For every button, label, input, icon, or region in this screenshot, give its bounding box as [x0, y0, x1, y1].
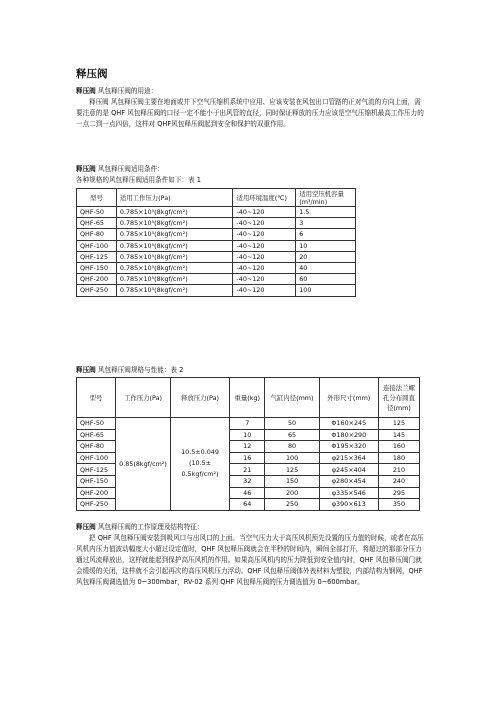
table-cell: 350: [378, 499, 419, 511]
section-specs: [76, 365, 426, 376]
table-header-cell: 重量(kg): [230, 378, 265, 418]
table-header-cell: 适用工作压力(Pa): [116, 189, 233, 207]
table-cell: 20: [296, 251, 356, 262]
table-cell: 0.785×10⁵(8kgf/cm²): [116, 229, 233, 240]
section-heading-specs: [76, 365, 426, 376]
table-cell: 0.785×10⁵(8kgf/cm²): [116, 207, 233, 218]
table-cell: 145: [378, 429, 419, 441]
table-cell: QHF-125: [77, 251, 117, 262]
table-header-cell: 连接法兰螺孔分布圆直径(mm): [378, 378, 419, 418]
table-cell: 6: [296, 229, 356, 240]
table1-caption: 各种规格的风包释压阀适用条件如下：表 1: [76, 176, 201, 184]
table-header-cell: 型号: [77, 378, 116, 418]
table-row: [77, 262, 356, 273]
table-cell: QHF-65: [77, 218, 117, 229]
table-cell: 7: [230, 418, 265, 430]
table-cell: 125: [378, 418, 419, 430]
table-cell: 0.785×10⁵(8kgf/cm²): [116, 285, 233, 296]
section-conditions: [76, 164, 426, 186]
table-cell: -40~120: [233, 251, 296, 262]
specs-table: [76, 377, 420, 511]
table-cell: QHF-100: [77, 240, 117, 251]
table-cell: 295: [378, 487, 419, 499]
table-cell: 250: [265, 499, 319, 511]
heading-text: 风包释压阀适用条件：: [95, 165, 164, 173]
table-row: [77, 285, 356, 296]
table-header-cell: 外形尺寸(mm): [319, 378, 378, 418]
table-cell: 100: [296, 285, 356, 296]
table-cell: 210: [378, 464, 419, 476]
table-cell: Φ160×245: [319, 418, 378, 430]
heading-bold: 释压阀: [76, 523, 96, 531]
section-principle: [76, 522, 426, 588]
table-cell: 16: [230, 452, 265, 464]
table-cell: QHF-50: [77, 207, 117, 218]
table-cell: QHF-200: [77, 274, 117, 285]
table-cell: QHF-150: [77, 475, 116, 487]
table-cell: QHF-250: [77, 285, 117, 296]
table-cell: QHF-80: [77, 229, 117, 240]
table-cell: 40: [296, 262, 356, 273]
table-cell: 80: [265, 441, 319, 453]
release-pressure-line: (10.5±: [188, 459, 212, 468]
table-cell: QHF-125: [77, 464, 116, 476]
table-row: [77, 218, 356, 229]
table-cell: 46: [230, 487, 265, 499]
release-pressure-cell: [170, 418, 229, 511]
table-cell: 180: [378, 452, 419, 464]
section-usage: [76, 86, 426, 130]
section-heading-conditions: [76, 164, 426, 175]
table-cell: -40~120: [233, 218, 296, 229]
table-header-cell: 工作压力(Pa): [116, 378, 171, 418]
usage-paragraph: 释压阀 风包释压阀主要在地面或井下空气压缩机系统中应用、应该安装在风包出口管路的正对气流的方向上面，需要注意的是 QHF 风包释压阀的口径一定不能小于出风管的直径，同时保证释放的压力应该是空气压缩机最高工作压力的一点二到一点四倍，这样对 QHF风包释压阀起到安全和保护的双重作用。: [76, 98, 424, 128]
heading-bold: 释压阀: [76, 366, 96, 374]
working-pressure-cell: 0.85(8kgf/cm²): [116, 418, 171, 511]
table-cell: -40~120: [233, 274, 296, 285]
table-header-cell: 适用空压机容量(m³/min): [296, 189, 356, 207]
table-cell: QHF-65: [77, 429, 116, 441]
table-header-cell: 释放压力(Pa): [170, 378, 229, 418]
table-cell: 3: [296, 218, 356, 229]
table-cell: 12: [230, 441, 265, 453]
conditions-table: [76, 188, 356, 297]
table-cell: 150: [265, 475, 319, 487]
section-heading-principle: [76, 522, 426, 533]
table-cell: 100: [265, 452, 319, 464]
table-cell: QHF-80: [77, 441, 116, 453]
table-cell: QHF-200: [77, 487, 116, 499]
table-cell: 0.785×10⁵(8kgf/cm²): [116, 251, 233, 262]
release-pressure-line: 0.5kgf/cm²): [181, 470, 219, 479]
table-cell: Φ195×320: [319, 441, 378, 453]
table-header-row: [77, 378, 420, 418]
table-cell: 21: [230, 464, 265, 476]
table-cell: 125: [265, 464, 319, 476]
table-cell: -40~120: [233, 262, 296, 273]
section-heading-usage: [76, 86, 426, 97]
table-cell: 1.5: [296, 207, 356, 218]
table-row: [77, 274, 356, 285]
table-cell: QHF-150: [77, 262, 117, 273]
table-cell: φ280×454: [319, 475, 378, 487]
table-header-cell: 型号: [77, 189, 117, 207]
table-row: [77, 251, 356, 262]
table-cell: 240: [378, 475, 419, 487]
table-row: [77, 240, 356, 251]
table-cell: 10: [230, 429, 265, 441]
table-row: [77, 207, 356, 218]
table-header-cell: 适用环境温度(℃): [233, 189, 296, 207]
table-cell: 160: [378, 441, 419, 453]
table-cell: QHF-100: [77, 452, 116, 464]
page-title: 释压阀: [76, 68, 108, 80]
release-pressure-line: 10.5±0.049: [181, 448, 219, 457]
table-row: [77, 229, 356, 240]
table-cell: φ245×404: [319, 464, 378, 476]
table-cell: 0.785×10⁵(8kgf/cm²): [116, 240, 233, 251]
table-cell: QHF-50: [77, 418, 116, 430]
table-cell: φ390×613: [319, 499, 378, 511]
table-cell: -40~120: [233, 207, 296, 218]
table-cell: Φ180×290: [319, 429, 378, 441]
table-cell: 50: [265, 418, 319, 430]
table-cell: 60: [296, 274, 356, 285]
table-cell: 0.785×10⁵(8kgf/cm²): [116, 218, 233, 229]
table-cell: 64: [230, 499, 265, 511]
table-cell: 65: [265, 429, 319, 441]
table-cell: 200: [265, 487, 319, 499]
table-cell: φ335×546: [319, 487, 378, 499]
heading-bold: 释压阀: [76, 165, 96, 173]
table-cell: 32: [230, 475, 265, 487]
table-cell: QHF-250: [77, 499, 116, 511]
table-row: [77, 418, 420, 430]
table-cell: -40~120: [233, 229, 296, 240]
table-cell: 10: [296, 240, 356, 251]
table-header-row: [77, 189, 356, 207]
table-cell: -40~120: [233, 285, 296, 296]
table-cell: φ215×364: [319, 452, 378, 464]
table-header-cell: 气缸内径(mm): [265, 378, 319, 418]
heading-bold: 释压阀: [76, 87, 96, 95]
heading-text: 风包释压阀规格与性能：表 2: [95, 366, 184, 374]
table-cell: 0.785×10⁵(8kgf/cm²): [116, 262, 233, 273]
table-cell: 0.785×10⁵(8kgf/cm²): [116, 274, 233, 285]
principle-paragraph: 把 QHF 风包释压阀安装到吸风口与出风口的上面。当空气压力大于高压风机预先设置的压力值的时候，或者在高压风机内压力值波动幅度大小超过设定值时，QHF 风包释压阀就会在半秒的时间内，瞬间全部打开，将超过的那部分压力通过风流释放出，这样就能起到保护高压风机的作用。如果高压风机内的压力降低到安全值内时，QHF 风包释压阀门就会缓缓的关闭，这样就不会引起再次的高压风机压力浮动。QHF 风包释压阀体外表材料为塑胶，内部结构为钢网，QHF 风包释压阀调选值为 0~300mbar，RV-02 系列 QHF 风包释压阀的压力调选值为 0~600mbar。: [76, 534, 424, 586]
table-cell: -40~120: [233, 240, 296, 251]
heading-text: 风包释压阀的用途：: [95, 87, 158, 95]
heading-text: 风包释压阀的工作原理及结构特征：: [95, 523, 204, 531]
